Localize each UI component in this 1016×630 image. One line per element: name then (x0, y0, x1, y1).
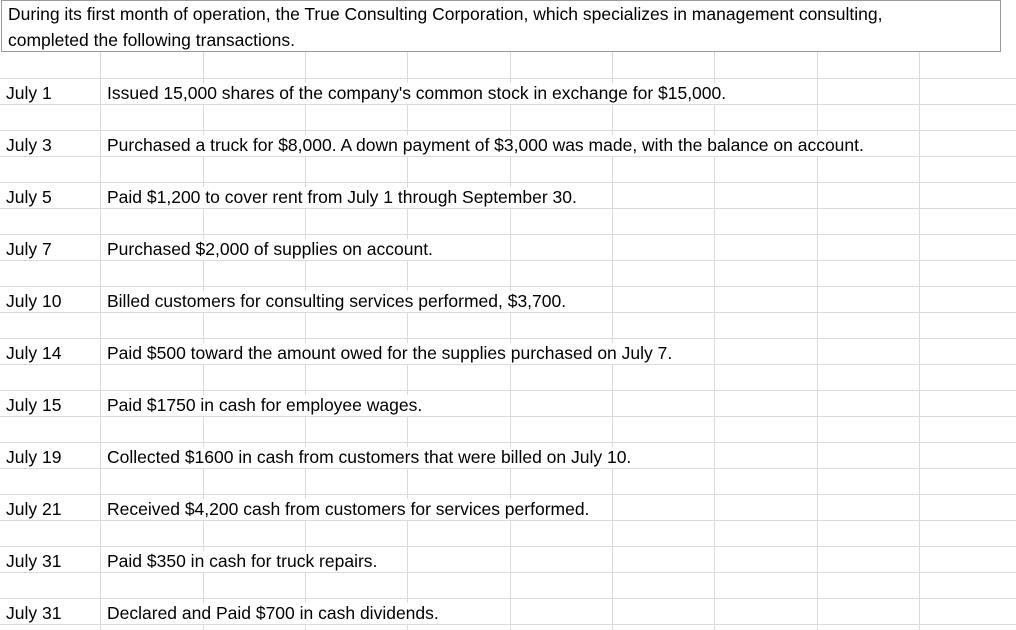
transaction-date[interactable]: July 7 (6, 239, 52, 259)
gridline-h (0, 156, 1016, 157)
gridline-v (100, 0, 101, 630)
transaction-description[interactable]: Collected $1600 in cash from customers that were billed on July 10. (107, 447, 632, 467)
transaction-date[interactable]: July 31 (6, 603, 62, 623)
gridline-h (0, 338, 1016, 339)
transaction-date[interactable]: July 14 (6, 343, 62, 363)
transaction-description[interactable]: Purchased a truck for $8,000. A down payment of $3,000 was made, with the balance on account. (107, 135, 864, 155)
transaction-date[interactable]: July 1 (6, 83, 52, 103)
gridline-h (0, 208, 1016, 209)
gridline-h (0, 598, 1016, 599)
gridline-h (0, 260, 1016, 261)
transaction-description[interactable]: Purchased $2,000 of supplies on account. (107, 239, 433, 259)
intro-text-box[interactable] (1, 0, 1001, 52)
transaction-description[interactable]: Received $4,200 cash from customers for services performed. (107, 499, 590, 519)
gridline-h (0, 572, 1016, 573)
gridline-h (0, 234, 1016, 235)
transaction-date[interactable]: July 19 (6, 447, 62, 467)
gridline-h (0, 416, 1016, 417)
transaction-date[interactable]: July 15 (6, 395, 62, 415)
gridline-h (0, 312, 1016, 313)
gridline-h (0, 468, 1016, 469)
transaction-description[interactable]: Declared and Paid $700 in cash dividends. (107, 603, 439, 623)
gridline-h (0, 520, 1016, 521)
transaction-date[interactable]: July 21 (6, 499, 62, 519)
gridline-h (0, 364, 1016, 365)
transaction-date[interactable]: July 10 (6, 291, 62, 311)
gridline-h (0, 182, 1016, 183)
gridline-h (0, 546, 1016, 547)
transaction-description[interactable]: Paid $1,200 to cover rent from July 1 through September 30. (107, 187, 577, 207)
intro-line-1: During its first month of operation, the True Consulting Corporation, which specializes in management consulting, (8, 4, 883, 24)
transaction-date[interactable]: July 31 (6, 551, 62, 571)
gridline-h (0, 286, 1016, 287)
transaction-description[interactable]: Paid $350 in cash for truck repairs. (107, 551, 378, 571)
gridline-v (919, 0, 920, 630)
transaction-description[interactable]: Billed customers for consulting services performed, $3,700. (107, 291, 567, 311)
gridline-v (817, 0, 818, 630)
transaction-description[interactable]: Paid $1750 in cash for employee wages. (107, 395, 423, 415)
gridline-h (0, 494, 1016, 495)
intro-line-2: completed the following transactions. (8, 30, 295, 50)
gridline-h (0, 104, 1016, 105)
gridline-h (0, 624, 1016, 625)
transaction-date[interactable]: July 3 (6, 135, 52, 155)
transaction-description[interactable]: Issued 15,000 shares of the company's common stock in exchange for $15,000. (107, 83, 727, 103)
gridline-h (0, 130, 1016, 131)
transaction-description[interactable]: Paid $500 toward the amount owed for the supplies purchased on July 7. (107, 343, 673, 363)
gridline-h (0, 78, 1016, 79)
transaction-date[interactable]: July 5 (6, 187, 52, 207)
gridline-h (0, 442, 1016, 443)
gridline-h (0, 390, 1016, 391)
